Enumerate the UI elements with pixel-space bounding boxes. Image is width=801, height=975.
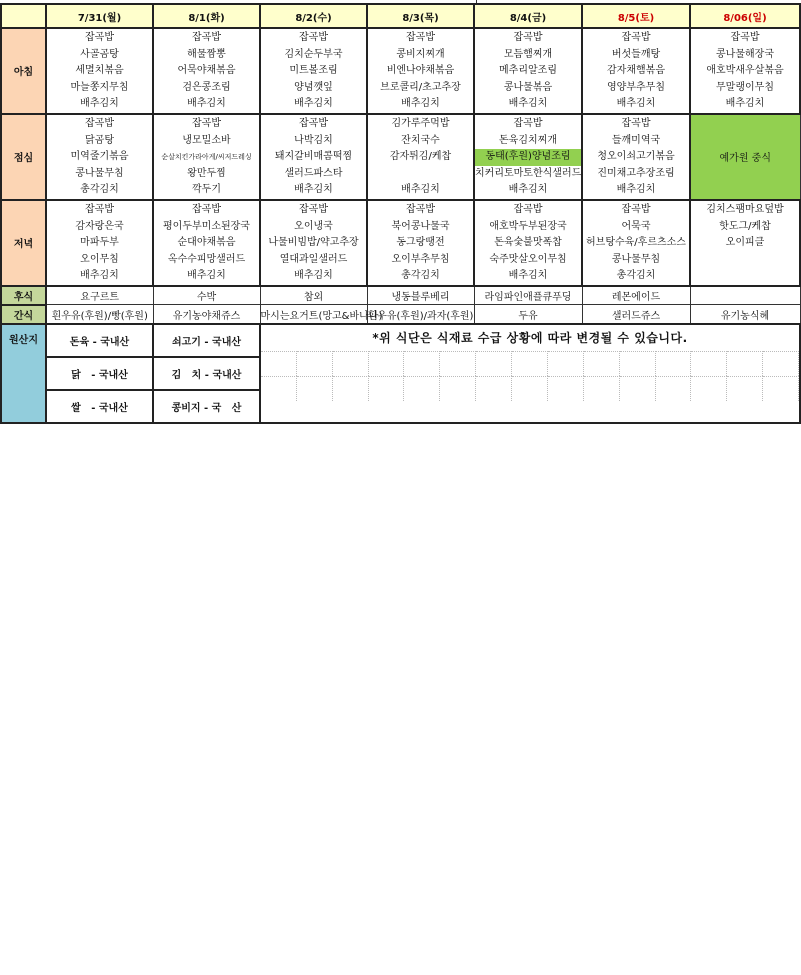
menu-item: 콩비지찌개: [396, 48, 445, 60]
menu-item: 치커리토마토한식샐러드: [475, 167, 582, 179]
day-menu-cell: [367, 28, 474, 114]
menu-item: 잡곡밥: [513, 32, 543, 43]
menu-item: 잡곡밥: [730, 32, 760, 43]
menu-item: 잡곡밥: [85, 203, 114, 215]
menu-item: 잡곡밥: [192, 203, 221, 215]
dessert-item: 라임파인애플큐푸딩: [474, 286, 582, 305]
menu-item: 잡곡밥: [621, 117, 651, 129]
menu-item: 잡곡밥: [192, 32, 221, 43]
menu-item: 북어콩나물국: [391, 220, 450, 232]
snack-item: 유기농야채쥬스: [153, 305, 260, 324]
day-menu-cell: [46, 200, 153, 286]
menu-item: 김가루주먹밥: [391, 117, 450, 129]
menu-item: 김치스팸마요덮밥: [706, 203, 784, 215]
menu-item: 콩나물해장국: [716, 48, 774, 60]
menu-item: 총각김치: [616, 270, 656, 282]
snack-row: [1, 305, 800, 324]
menu-item: 깍두기: [192, 184, 221, 196]
menu-item: 배추김치: [187, 270, 226, 282]
snack-item: 유기농식혜: [690, 305, 800, 324]
menu-item: 모듬햄찌개: [503, 48, 553, 60]
menu-item: 배추김치: [508, 270, 548, 282]
menu-item: 냉모밀소바: [182, 134, 231, 146]
menu-item: 잡곡밥: [299, 117, 328, 129]
menu-item: 어묵국: [621, 220, 651, 232]
notice-area: [260, 324, 800, 423]
meal-label-dessert: 후식: [1, 286, 46, 305]
day-menu-cell: [153, 114, 260, 200]
menu-item: 돼지갈비매콤떡찜: [274, 151, 353, 163]
menu-item: 오이피클: [725, 237, 765, 249]
day-menu-cell: [367, 114, 474, 200]
menu-item: 순살치킨가라아게/씨저드레싱: [161, 153, 252, 162]
dessert-item: 수박: [153, 286, 260, 305]
origin-label: 원산지: [1, 324, 46, 423]
day-menu-cell: [582, 114, 690, 200]
day-menu-cell: [260, 28, 367, 114]
menu-item: 돈육숯불맛폭찹: [494, 237, 562, 249]
menu-item: 잡곡밥: [621, 203, 651, 215]
menu-item: 배추김치: [80, 270, 119, 282]
day-menu-cell: [46, 114, 153, 200]
menu-item: 무말랭이무침: [716, 81, 774, 93]
menu-item: 양념깻잎: [294, 81, 333, 93]
menu-item: 메추리알조림: [499, 65, 557, 77]
meal-label-snack: 간식: [1, 305, 46, 324]
day-menu-cell: [690, 200, 800, 286]
menu-item: 진미채고추장조림: [597, 167, 675, 179]
menu-item: 열대과일샐러드: [279, 253, 348, 265]
day-header-weekend: 8/5(토): [582, 4, 690, 28]
corner-cell: [1, 4, 46, 28]
menu-item: 배추김치: [508, 98, 548, 110]
menu-item: 들깨미역국: [611, 134, 661, 146]
menu-item: 동그랑땡전: [396, 237, 445, 249]
day-header: 8/3(목): [367, 4, 474, 28]
menu-item: 비엔나야채볶음: [386, 65, 455, 77]
menu-item: 핫도그/케찹: [719, 220, 771, 232]
menu-item: 청오이쇠고기볶음: [597, 151, 675, 163]
menu-item: 동태(후원)양념조림: [475, 149, 581, 166]
menu-item: 마파두부: [80, 237, 119, 249]
menu-item: 콩나물무침: [75, 167, 124, 179]
snack-item: 흰우유(후원)/빵(후원): [46, 305, 153, 324]
day-menu-cell: [260, 200, 367, 286]
dinner-row: [1, 200, 800, 286]
dessert-item: 요구르트: [46, 286, 153, 305]
snack-item: 마시는요거트(망고&바나나): [260, 305, 367, 324]
snack-item: 두유: [474, 305, 582, 324]
menu-item: 잡곡밥: [513, 117, 543, 129]
menu-item: 잡곡밥: [406, 32, 435, 43]
menu-item: [691, 252, 799, 269]
menu-item: 배추김치: [616, 98, 656, 110]
menu-item: 잡곡밥: [85, 32, 114, 43]
menu-item: 잡곡밥: [85, 117, 114, 129]
menu-item: 미트볼조림: [289, 65, 338, 77]
menu-item: 옥수수피망샐러드: [167, 253, 246, 265]
day-menu-cell: [153, 28, 260, 114]
menu-item: 오이부추무침: [391, 253, 450, 265]
snack-item: 흰우유(후원)/과자(후원): [367, 305, 474, 324]
blank-grid: [261, 351, 799, 401]
menu-item: 배추김치: [401, 98, 440, 110]
day-header: 8/1(화): [153, 4, 260, 28]
header-row: [1, 4, 800, 28]
day-header: 7/31(월): [46, 4, 153, 28]
day-menu-cell: [582, 200, 690, 286]
menu-item: [368, 166, 473, 183]
dessert-item: 참외: [260, 286, 367, 305]
menu-item: 감자랑은국: [75, 220, 124, 232]
day-menu-cell: [46, 28, 153, 114]
menu-item: 샐러드파스타: [284, 167, 343, 179]
menu-item: 애호박새우살볶음: [706, 65, 784, 77]
menu-item: 콩나물무침: [611, 253, 661, 265]
menu-item: 잡곡밥: [513, 203, 543, 215]
menu-item: 배추김치: [401, 184, 440, 196]
day-menu-cell: [474, 200, 582, 286]
breakfast-row: [1, 28, 800, 114]
menu-item: 닭곰탕: [85, 134, 114, 146]
origin-item: 돈육 - 국내산: [46, 324, 153, 357]
weekly-menu-table: [0, 3, 801, 424]
meal-label-lunch: 점심: [1, 114, 46, 200]
menu-item: 오이무침: [80, 253, 119, 265]
meal-label-breakfast: 아침: [1, 28, 46, 114]
menu-item: 콩나물볶음: [503, 81, 553, 93]
day-header: 8/2(수): [260, 4, 367, 28]
menu-item: 배추김치: [294, 270, 333, 282]
origin-item: 닭 - 국내산: [46, 357, 153, 390]
menu-item: 나박김치: [294, 134, 333, 146]
menu-item: 감자채햄볶음: [607, 65, 665, 77]
menu-item: 총각김치: [401, 270, 440, 282]
day-menu-cell: [582, 28, 690, 114]
menu-item: 세멸치볶음: [75, 65, 124, 77]
menu-item: 잡곡밥: [299, 203, 328, 215]
menu-item: 숙주맛살오이무침: [489, 253, 567, 265]
menu-item: 배추김치: [80, 98, 119, 110]
menu-item: 허브탕수육/후르츠소스: [586, 237, 686, 249]
menu-item: 왕만두찜: [187, 167, 226, 179]
menu-item: [691, 268, 799, 285]
notice-text: *위 식단은 식재료 수급 상황에 따라 변경될 수 있습니다.: [372, 330, 688, 345]
holiday-menu-cell: 예가원 중식: [690, 114, 800, 200]
menu-item: 감자튀김/케찹: [389, 151, 452, 163]
menu-item: 배추김치: [294, 98, 333, 110]
origin-item: 콩비지 - 국 산: [153, 390, 260, 423]
dessert-item: [690, 286, 800, 305]
menu-item: 잡곡밥: [299, 32, 328, 43]
menu-item: 애호박두부된장국: [489, 220, 567, 232]
origin-item: 쇠고기 - 국내산: [153, 324, 260, 357]
menu-item: 잡곡밥: [621, 32, 651, 43]
menu-item: 배추김치: [294, 184, 333, 196]
menu-item: 나물비빔밥/약고추장: [268, 237, 359, 249]
menu-item: 검은콩조림: [182, 81, 231, 93]
dessert-item: 냉동블루베리: [367, 286, 474, 305]
menu-item: 브로콜리/초고추장: [380, 81, 461, 93]
day-menu-cell: [690, 28, 800, 114]
snack-item: 샐러드쥬스: [582, 305, 690, 324]
lunch-row: [1, 114, 800, 200]
menu-item: 오이냉국: [294, 220, 333, 232]
menu-item: 김치순두부국: [284, 48, 343, 60]
menu-item: 해물짬뽕: [187, 48, 226, 60]
menu-item: 버섯들깨탕: [611, 48, 661, 60]
day-menu-cell: [260, 114, 367, 200]
day-menu-cell: [153, 200, 260, 286]
menu-item: 영양부추무침: [607, 81, 665, 93]
dessert-item: 레몬에이드: [582, 286, 690, 305]
menu-item: 배추김치: [725, 98, 765, 110]
menu-item: 돈육김치찌개: [499, 134, 557, 146]
day-header-weekend: 8/06(일): [690, 4, 800, 28]
menu-item: 마늘쫑지무침: [70, 81, 129, 93]
day-header: 8/4(금): [474, 4, 582, 28]
menu-item: 배추김치: [616, 184, 656, 196]
menu-item: 미역줄기볶음: [70, 151, 129, 163]
day-menu-cell: [474, 114, 582, 200]
origin-item: 김 치 - 국내산: [153, 357, 260, 390]
menu-item: 배추김치: [508, 184, 548, 196]
menu-item: 어묵야채볶음: [177, 65, 236, 77]
menu-item: 배추김치: [187, 98, 226, 110]
meal-label-dinner: 저녁: [1, 200, 46, 286]
menu-item: 평이두부미소된장국: [163, 220, 250, 232]
menu-item: 순대야채볶음: [177, 237, 236, 249]
dessert-row: [1, 286, 800, 305]
menu-item: 잡곡밥: [192, 117, 221, 129]
day-menu-cell: [474, 28, 582, 114]
menu-item: 총각김치: [80, 184, 119, 196]
menu-item: 잔치국수: [401, 134, 440, 146]
menu-item: 사골곰탕: [80, 48, 119, 60]
origin-item: 쌀 - 국내산: [46, 390, 153, 423]
day-menu-cell: [367, 200, 474, 286]
origin-row-1: [1, 324, 800, 357]
menu-item: 잡곡밥: [406, 203, 435, 215]
